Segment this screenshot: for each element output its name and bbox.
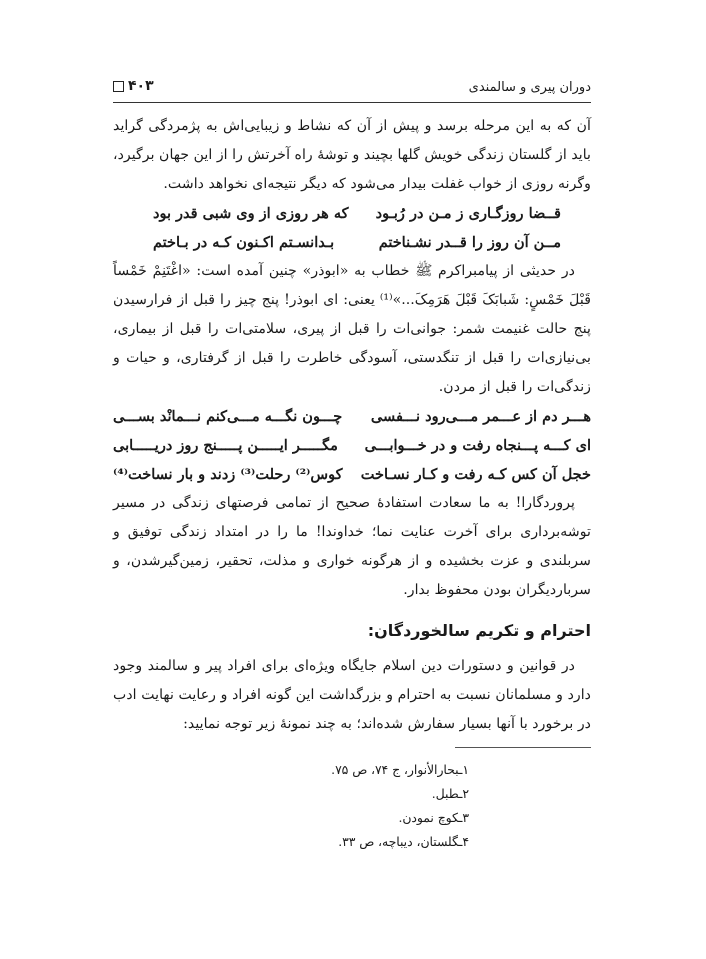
hemistich: هـــر دم از عـــمر مـــی‌رود نـــفسی (370, 408, 591, 425)
hemistich: که هر روزی از وی شبی قدر بود (153, 205, 349, 222)
paragraph-1: آن که به این مرحله برسد و پیش از آن که نشاط و زیبایی‌اش به پژمردگی گراید باید از گلستان زندگی خویش گلها بچیند و توشهٔ راه آخرتش را از این جهان برگیرد، وگرنه روزی از خواب غفلت بیدار می‌شود که دیگر نتیجه‌ای نخواهد داشت. (113, 118, 591, 192)
footnote-3: ۳ـکوچ نمودن. (398, 811, 469, 825)
poem-1-line-1 (113, 199, 591, 228)
hemistich: بـدانسـتم اکـنون کـه در بـاختم (153, 234, 335, 251)
chapter-title: دوران پیری و سالمندی (468, 80, 591, 95)
footnote-2: ۲ـطبل. (431, 787, 469, 801)
poem-2-line-2 (113, 431, 591, 460)
running-header (113, 78, 591, 100)
poem-1-line-2 (113, 228, 591, 257)
hemistich: خجل آن کس کـه رفت و کـار نسـاخت (360, 466, 591, 483)
header-divider (113, 102, 591, 103)
paragraph-2: در حدیثی از پیامبراکرم ﷺ خطاب به «ابوذر» چنین آمده است: «اغْتَنِمْ خَمْساً قَبْلَ خَمْسٍ: شَبابَکَ قَبْلَ هَرَمِکَ...»⁽¹⁾ یعنی: ای ابوذر! پنج چیز را قبل از فرارسیدن پنج حالت غنیمت شمر: جوانی‌ات را قبل از پیری، سلامتی‌ات را قبل از بیماری، بی‌نیازی‌ات را قبل از تنگدستی، آسودگی خاطرت را قبل از گرفتاری، و حیات و زندگی‌ات را قبل از مردن. (113, 263, 591, 395)
hemistich: قــضا روزگـاری ز مـن در رُبـود (375, 205, 561, 222)
hemistich: مــن آن روز را قــدر نشـناختم (378, 234, 561, 251)
footnote-1: ۱ـبحارالأنوار، ج ۷۴، ص ۷۵. (331, 763, 469, 777)
footnotes (113, 758, 591, 854)
paragraph-3: پروردگارا! به ما سعادت استفادهٔ صحیح از تمامی فرصتهای زندگی در مسیر توشه‌برداری برای آخرت عنایت نما؛ خداوندا! ما را در امتداد زندگی توفیق و سربلندی و عزت بخشیده و از هرگونه خواری و مذلت، تحقیر، زمین‌گیرشدن، و سرباردیگران بودن محفوظ بدار. (113, 495, 591, 598)
paragraph-4: در قوانین و دستورات دین اسلام جایگاه ویژه‌ای برای افراد پیر و سالمند وجود دارد و مسلمانان نسبت به احترام و بزرگداشت این گونه افراد و رعایت نهایت ادب در برخورد با آنها بسیار سفارش شده‌اند؛ به چند نمونهٔ زیر توجه نمایید: (113, 658, 591, 732)
poem-2-line-1 (113, 402, 591, 431)
poem-2-line-3 (113, 460, 591, 489)
page-number (113, 78, 154, 94)
hemistich: مگـــــر ایـــــن پـــــنج روز دریـــــابی (113, 437, 338, 454)
main-text (113, 112, 591, 739)
footnote-divider (455, 747, 591, 748)
hemistich: ای کـــه پـــنجاه رفت و در خـــوابـــی (364, 437, 591, 454)
page-number-text: ۴۰۳ (128, 78, 154, 94)
hemistich: کوس⁽²⁾ رحلت⁽³⁾ زدند و بار نساخت⁽⁴⁾ (113, 466, 343, 483)
hemistich: چـــون نگـــه مـــی‌کنم نـــمانْد بســـی (113, 408, 343, 425)
square-icon (113, 81, 124, 92)
footnote-4: ۴ـگلستان، دیباچه، ص ۳۳. (338, 835, 469, 849)
section-heading: احترام و تکریم سالخوردگان: (367, 621, 591, 640)
